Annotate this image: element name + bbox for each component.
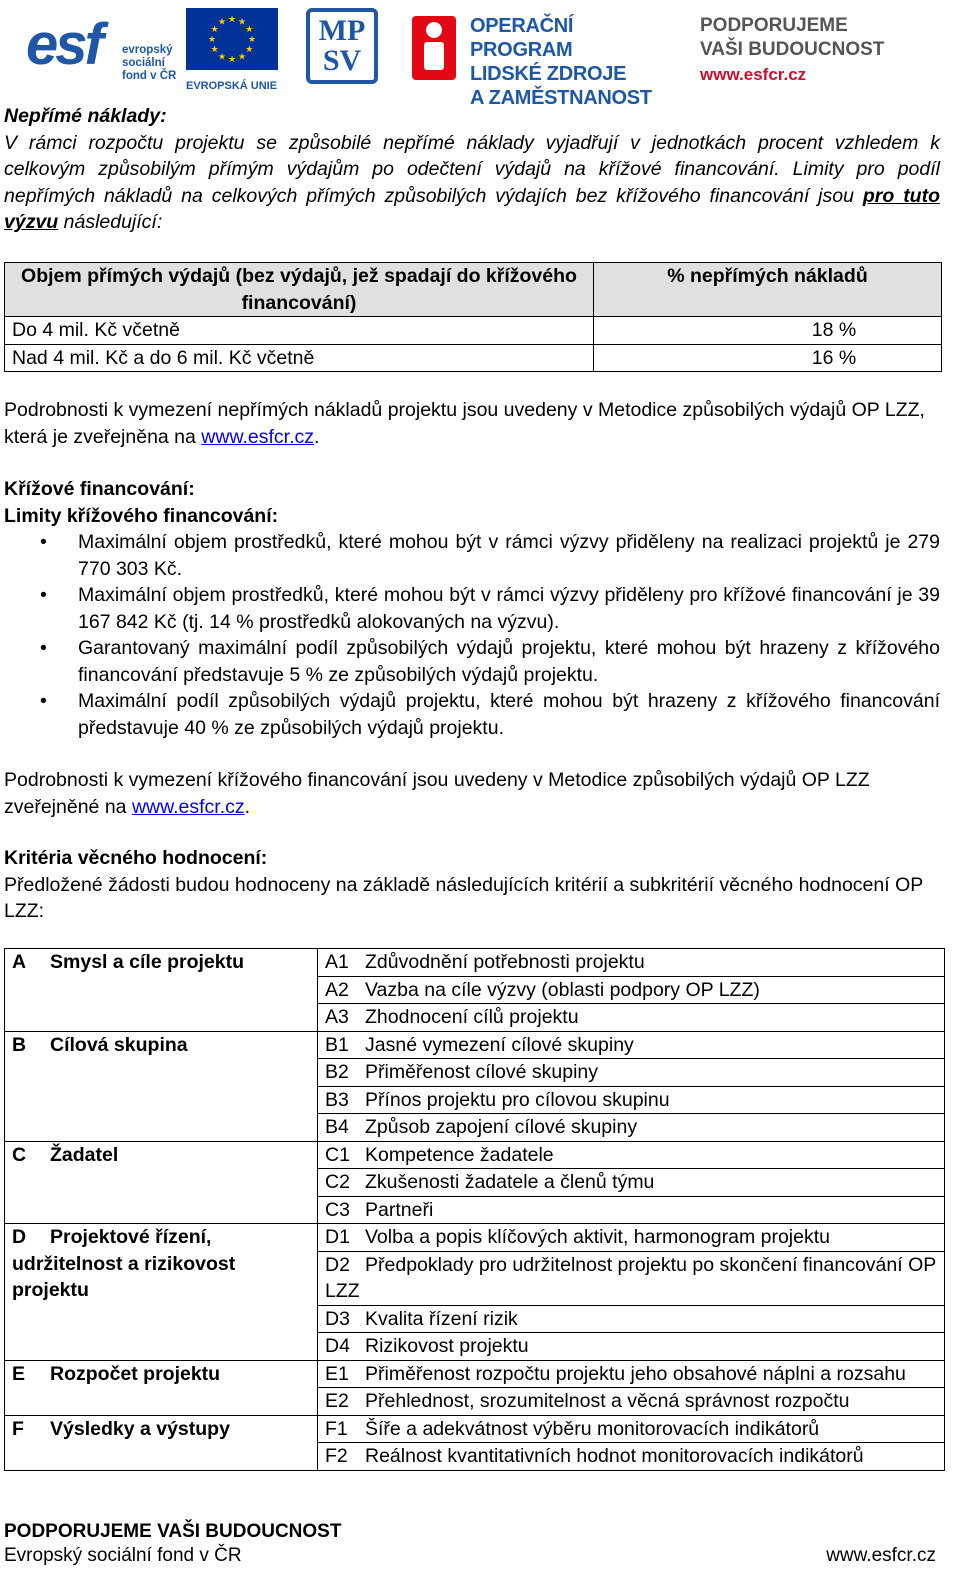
indirect-costs-section [4, 103, 940, 236]
criterion-letter: B [12, 1033, 27, 1056]
table-row [5, 344, 942, 372]
table-row [5, 949, 945, 977]
subcriterion-text: Kompetence žadatele [365, 1143, 554, 1166]
criterion-category [5, 1031, 318, 1141]
subcriterion-text: Jasné vymezení cílové skupiny [365, 1033, 634, 1056]
indirect-costs-details [4, 397, 940, 450]
details-text: Podrobnosti k vymezení nepřímých nákladů projektu jsou uvedeny v Metodice způsobilých výdajů OP LZZ, která je zveřejněna na [4, 399, 925, 448]
table-header-cell: % nepřímých nákladů [594, 263, 942, 317]
cross-financing-details [4, 767, 940, 820]
subcriterion-code: A2 [325, 978, 349, 1001]
criterion-name: Projektové řízení, udržitelnost a rizikovost projektu [12, 1226, 236, 1301]
criterion-category [5, 1360, 318, 1415]
indirect-costs-table [4, 262, 942, 372]
footer-slogan: PODPORUJEME VAŠI BUDOUCNOST [4, 1521, 342, 1542]
subcriterion-text: Rizikovost projektu [365, 1335, 529, 1357]
subcriterion-text: Zkušenosti žadatele a členů týmu [365, 1171, 655, 1193]
footer-fund: Evropský sociální fond v ČR [4, 1545, 242, 1566]
subcriterion-cell [318, 1004, 945, 1032]
subcriterion-code: F1 [325, 1417, 348, 1440]
mpsv-logo [306, 8, 378, 84]
op-lzz-line: LIDSKÉ ZDROJE [470, 63, 627, 85]
eu-star-icon: ★ [247, 34, 257, 44]
subcriterion-cell [318, 1333, 945, 1361]
indirect-costs-text-end: následující: [63, 211, 163, 233]
indirect-costs-heading: Nepřímé náklady: [4, 105, 167, 127]
subcriterion-code: B4 [325, 1116, 349, 1138]
subcriterion-text: Zdůvodnění potřebnosti projektu [365, 951, 645, 973]
footer [4, 1520, 341, 1568]
esfcr-link[interactable]: www.esfcr.cz [201, 425, 314, 448]
eu-flag-icon [186, 8, 278, 70]
details-period: . [244, 795, 251, 818]
criterion-category [5, 949, 318, 1032]
eu-star-icon: ★ [217, 51, 227, 62]
eu-star-icon: ★ [227, 54, 237, 64]
eu-star-icon: ★ [237, 16, 247, 27]
table-cell-range: Do 4 mil. Kč včetně [5, 317, 594, 345]
op-lzz-line: A ZAMĚSTNANOST [470, 87, 652, 109]
subcriterion-text: Reálnost kvantitativních hodnot monitorovacích indikátorů [365, 1445, 864, 1467]
subcriterion-text: Šíře a adekvátnost výběru monitorovacích indikátorů [365, 1417, 820, 1440]
subcriterion-cell [318, 1196, 945, 1224]
subcriterion-cell [318, 949, 945, 977]
subcriterion-cell [318, 1443, 945, 1471]
esf-logo-word: esf [26, 12, 101, 77]
subcriterion-cell [318, 1141, 945, 1169]
subcriterion-text: Přiměřenost cílové skupiny [365, 1061, 599, 1083]
subcriterion-code: D4 [325, 1335, 350, 1357]
esf-logo-caption [122, 44, 176, 83]
criterion-letter: D [12, 1226, 27, 1248]
criterion-name: Výsledky a výstupy [50, 1417, 230, 1440]
subcriterion-cell [318, 976, 945, 1004]
pvb-line: PODPORUJEME [700, 15, 848, 36]
list-item: • Maximální podíl způsobilých výdajů projektu, které mohou být hrazeny z křížového financování představuje 40 % ze způsobilých výdajů projektu. [4, 688, 940, 741]
table-row [5, 317, 942, 345]
cross-financing-section [4, 476, 940, 741]
subcriterion-text: Kvalita řízení rizik [365, 1307, 518, 1330]
eu-star-icon: ★ [210, 44, 219, 54]
esf-caption-line: fond v ČR [122, 70, 177, 82]
list-item: • Garantovaný maximální podíl způsobilých výdajů projektu, které mohou být hrazeny z křížového financování představuje 5 % ze způsobilých výdajů projektu. [4, 635, 940, 688]
details-text: Podrobnosti k vymezení křížového financování jsou uvedeny v Metodice způsobilých výdajů OP LZZ zveřejněné na [4, 769, 870, 818]
cross-financing-list [4, 529, 940, 741]
footer-url: www.esfcr.cz [826, 1545, 936, 1566]
mpsv-logo-bottom: SV [322, 44, 362, 77]
cross-financing-subheading: Limity křížového financování: [4, 504, 279, 527]
criterion-letter: C [12, 1143, 27, 1166]
this-call-emphasis: pro tuto výzvu [4, 184, 941, 233]
table-cell-percent: 18 % [594, 317, 942, 345]
subcriterion-code: A3 [325, 1006, 349, 1028]
table-row [5, 1031, 945, 1059]
subcriterion-code: D3 [325, 1307, 350, 1330]
esfcr-link[interactable]: www.esfcr.cz [131, 795, 245, 818]
eu-logo [186, 8, 278, 92]
details-period: . [313, 425, 320, 448]
esf-caption-line: evropský [122, 44, 173, 56]
subcriterion-code: D1 [325, 1226, 350, 1248]
subcriterion-cell [318, 1059, 945, 1087]
criterion-category [5, 1224, 318, 1361]
indirect-costs-paragraph [4, 130, 940, 236]
subcriterion-cell [318, 1114, 945, 1142]
subcriterion-code: D2 [325, 1253, 350, 1276]
criteria-table [4, 948, 945, 1471]
pvb-line: VAŠI BUDOUCNOST [700, 39, 885, 60]
subcriterion-cell [318, 1086, 945, 1114]
subcriterion-text: Volba a popis klíčových aktivit, harmonogram projektu [365, 1226, 830, 1248]
subcriterion-text: Zhodnocení cílů projektu [365, 1006, 579, 1028]
table-row [5, 1224, 945, 1252]
criteria-intro: Předložené žádosti budou hodnoceny na základě následujících kritérií a subkritérií věcného hodnocení OP LZZ: [4, 873, 923, 922]
criterion-letter: F [12, 1417, 24, 1440]
pvb-logo [700, 14, 900, 86]
criterion-category [5, 1415, 318, 1470]
subcriterion-text: Přehlednost, srozumitelnost a věcná správnost rozpočtu [365, 1390, 850, 1412]
eu-star-icon: ★ [245, 24, 254, 34]
criterion-name: Cílová skupina [50, 1033, 188, 1056]
eu-star-icon: ★ [207, 34, 217, 44]
subcriterion-code: C1 [325, 1143, 350, 1166]
eu-star-icon: ★ [237, 51, 247, 62]
subcriterion-cell [318, 1224, 945, 1252]
list-item: • Maximální objem prostředků, které mohou být v rámci výzvy přiděleny na realizaci projektů je 279 770 303 Kč. [4, 529, 940, 582]
subcriterion-code: E1 [325, 1362, 349, 1385]
subcriterion-text: Předpoklady pro udržitelnost projektu po skončení financování OP LZZ [325, 1253, 936, 1302]
subcriterion-cell [318, 1031, 945, 1059]
criterion-category [5, 1141, 318, 1224]
subcriterion-text: Způsob zapojení cílové skupiny [365, 1116, 638, 1138]
subcriterion-code: B2 [325, 1061, 349, 1083]
subcriterion-cell [318, 1251, 945, 1305]
criterion-name: Smysl a cíle projektu [50, 951, 245, 973]
op-lzz-logo [410, 8, 675, 109]
subcriterion-cell [318, 1360, 945, 1388]
subcriterion-cell [318, 1169, 945, 1197]
subcriterion-code: A1 [325, 951, 349, 973]
subcriterion-cell [318, 1415, 945, 1443]
subcriterion-code: F2 [325, 1445, 348, 1467]
op-lzz-puzzle-icon [410, 10, 462, 84]
table-row [5, 1141, 945, 1169]
subcriterion-code: C3 [325, 1198, 350, 1221]
esf-logo [26, 10, 181, 82]
eu-star-icon: ★ [245, 44, 254, 54]
table-cell-range: Nad 4 mil. Kč a do 6 mil. Kč včetně [5, 344, 594, 372]
subcriterion-code: B1 [325, 1033, 349, 1056]
eu-star-icon: ★ [217, 16, 227, 27]
criterion-letter: A [12, 951, 27, 973]
subcriterion-cell [318, 1388, 945, 1416]
subcriterion-code: E2 [325, 1390, 349, 1412]
eu-star-icon: ★ [210, 24, 219, 34]
subcriterion-code: C2 [325, 1171, 350, 1193]
table-row [5, 1360, 945, 1388]
logo-bar [24, 6, 924, 109]
eu-logo-caption: EVROPSKÁ UNIE [186, 79, 278, 92]
eu-star-icon: ★ [227, 14, 237, 24]
indirect-costs-text: V rámci rozpočtu projektu se způsobilé nepřímé náklady vyjadřují v jednotkách procent vzhledem k celkovým způsobilým přímým výdajům po odečtení výdajů na křížové financování. Limity pro podíl nepřímých nákladů na celkových přímých způsobilých výdajích bez křížového financování jsou [4, 131, 940, 207]
subcriterion-code: B3 [325, 1088, 349, 1111]
op-lzz-line: OPERAČNÍ PROGRAM [470, 15, 574, 61]
list-item: • Maximální objem prostředků, které mohou být v rámci výzvy přiděleny pro křížové financování je 39 167 842 Kč (tj. 14 % prostředků alokovaných na výzvu). [4, 582, 940, 635]
pvb-url: www.esfcr.cz [700, 65, 807, 84]
criteria-heading: Kritéria věcného hodnocení: [4, 847, 268, 869]
subcriterion-text: Partneři [365, 1198, 434, 1221]
subcriterion-text: Vazba na cíle výzvy (oblasti podpory OP LZZ) [365, 978, 760, 1001]
subcriterion-text: Přiměřenost rozpočtu projektu jeho obsahové náplni a rozsahu [365, 1362, 906, 1385]
cross-financing-heading: Křížové financování: [4, 478, 195, 500]
criteria-section [4, 845, 940, 925]
mpsv-logo-top: MP [318, 14, 366, 47]
criterion-letter: E [12, 1362, 26, 1385]
criterion-name: Žadatel [50, 1143, 119, 1166]
op-lzz-text [470, 14, 675, 110]
subcriterion-text: Přínos projektu pro cílovou skupinu [365, 1088, 670, 1111]
table-cell-percent: 16 % [594, 344, 942, 372]
table-header-cell: Objem přímých výdajů (bez výdajů, jež spadají do křížového financování) [5, 263, 594, 317]
table-header-row [5, 263, 942, 317]
subcriterion-cell [318, 1305, 945, 1333]
table-row [5, 1415, 945, 1443]
esf-caption-line: sociální [122, 57, 165, 69]
criterion-name: Rozpočet projektu [50, 1362, 221, 1385]
